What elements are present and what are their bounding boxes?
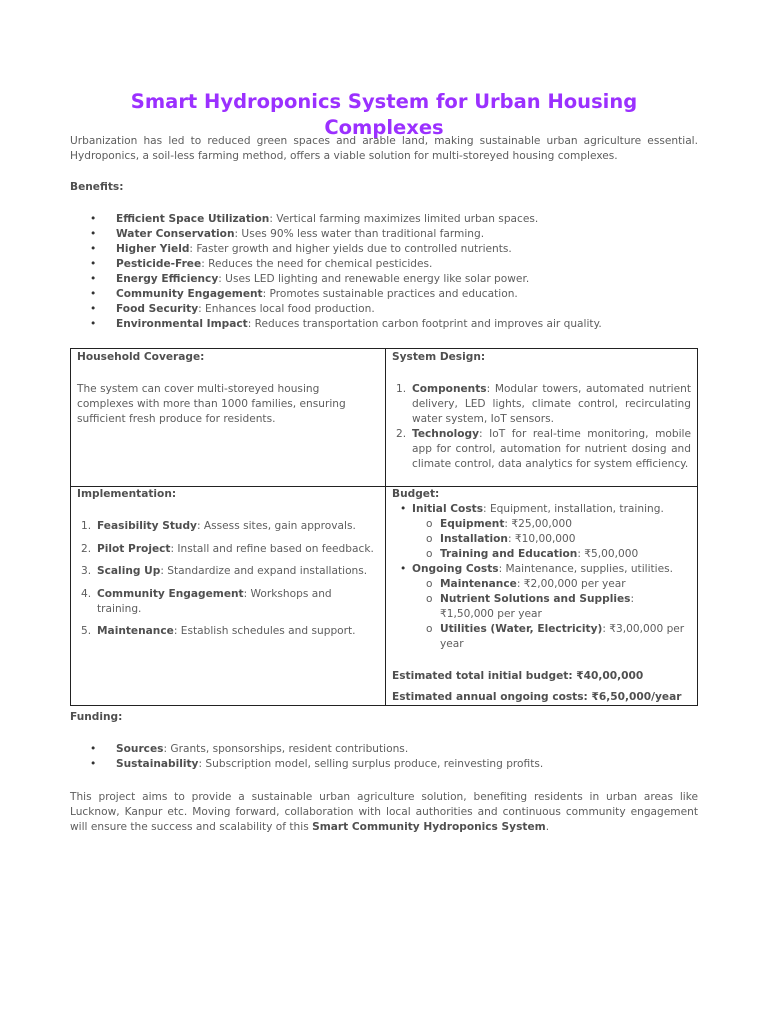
budget-total-initial: Estimated total initial budget: ₹40,00,000 <box>392 670 644 682</box>
list-item: o Utilities (Water, Electricity): ₹3,00,000 per year <box>426 623 685 650</box>
list-item: • Pesticide-Free: Reduces the need for chemical pesticides. <box>70 257 698 272</box>
list-item: o Equipment: ₹25,00,000 <box>426 518 572 530</box>
list-item: • Sustainability: Subscription model, selling surplus produce, reinvesting profits. <box>70 757 698 772</box>
budget-list-ongoing <box>392 562 691 577</box>
list-item: 2. Pilot Project: Install and refine based on feedback. <box>81 542 374 555</box>
budget-cell <box>386 487 698 706</box>
document-title: Smart Hydroponics System for Urban Housing Complexes <box>130 90 638 139</box>
list-item: 4. Community Engagement: Workshops and training. <box>81 587 332 615</box>
list-item: • Initial Costs: Equipment, installation, training. <box>400 503 664 515</box>
list-item: • Ongoing Costs: Maintenance, supplies, utilities. <box>400 563 674 575</box>
benefits-heading: Benefits: <box>70 181 124 193</box>
list-item: • Higher Yield: Faster growth and higher yields due to controlled nutrients. <box>70 242 698 257</box>
intro-paragraph: Urbanization has led to reduced green spaces and arable land, making sustainable urban agriculture essential. Hydroponics, a soil-less farming method, offers a viable solution for multi-storeyed housing complexes. <box>70 135 698 162</box>
list-item: 5. Maintenance: Establish schedules and support. <box>81 625 356 637</box>
list-item: • Community Engagement: Promotes sustainable practices and education. <box>70 287 698 302</box>
budget-heading: Budget: <box>392 488 440 500</box>
system-design-list <box>392 382 691 472</box>
system-design-heading: System Design: <box>392 351 486 363</box>
household-heading: Household Coverage: <box>77 351 205 363</box>
list-item: o Installation: ₹10,00,000 <box>426 533 576 545</box>
funding-list <box>70 742 698 772</box>
budget-total-ongoing: Estimated annual ongoing costs: ₹6,50,000/year <box>392 691 682 703</box>
implementation-list <box>77 519 379 639</box>
details-table <box>70 348 698 706</box>
household-text: The system can cover multi-storeyed housing complexes with more than 1000 families, ensuring sufficient fresh produce for residents. <box>77 383 346 425</box>
list-item: • Food Security: Enhances local food production. <box>70 302 698 317</box>
conclusion-paragraph: This project aims to provide a sustainable urban agriculture solution, benefiting residents in urban areas like Lucknow, Kanpur etc. Moving forward, collaboration with local authorities and continuous community engagement will ensure the success and scalability of this Smart Community Hydroponics System. <box>70 791 698 833</box>
list-item: o Training and Education: ₹5,00,000 <box>426 548 639 560</box>
initial-costs-list <box>392 517 691 562</box>
list-item: • Environmental Impact: Reduces transportation carbon footprint and improves air quality. <box>70 317 698 332</box>
list-item: • Efficient Space Utilization: Vertical farming maximizes limited urban spaces. <box>70 212 698 227</box>
system-design-cell <box>386 349 698 487</box>
household-coverage-cell <box>71 349 386 487</box>
benefits-list <box>70 212 698 332</box>
list-item: o Nutrient Solutions and Supplies: ₹1,50,000 per year <box>426 593 635 620</box>
list-item: 2. Technology: IoT for real-time monitoring, mobile app for control, automation for nutrient dosing and climate control, data analytics for system efficiency. <box>396 428 691 470</box>
budget-list <box>392 502 691 517</box>
implementation-cell <box>71 487 386 706</box>
list-item: o Maintenance: ₹2,00,000 per year <box>426 578 626 590</box>
list-item: • Energy Efficiency: Uses LED lighting and renewable energy like solar power. <box>70 272 698 287</box>
list-item: • Water Conservation: Uses 90% less water than traditional farming. <box>70 227 698 242</box>
funding-heading: Funding: <box>70 711 123 723</box>
list-item: 1. Components: Modular towers, automated nutrient delivery, LED lights, climate control, recirculating water system, IoT sensors. <box>396 383 691 425</box>
ongoing-costs-list <box>392 577 691 652</box>
implementation-heading: Implementation: <box>77 488 177 500</box>
list-item: • Sources: Grants, sponsorships, resident contributions. <box>70 742 698 757</box>
list-item: 3. Scaling Up: Standardize and expand installations. <box>81 565 368 577</box>
list-item: 1. Feasibility Study: Assess sites, gain approvals. <box>81 520 356 532</box>
